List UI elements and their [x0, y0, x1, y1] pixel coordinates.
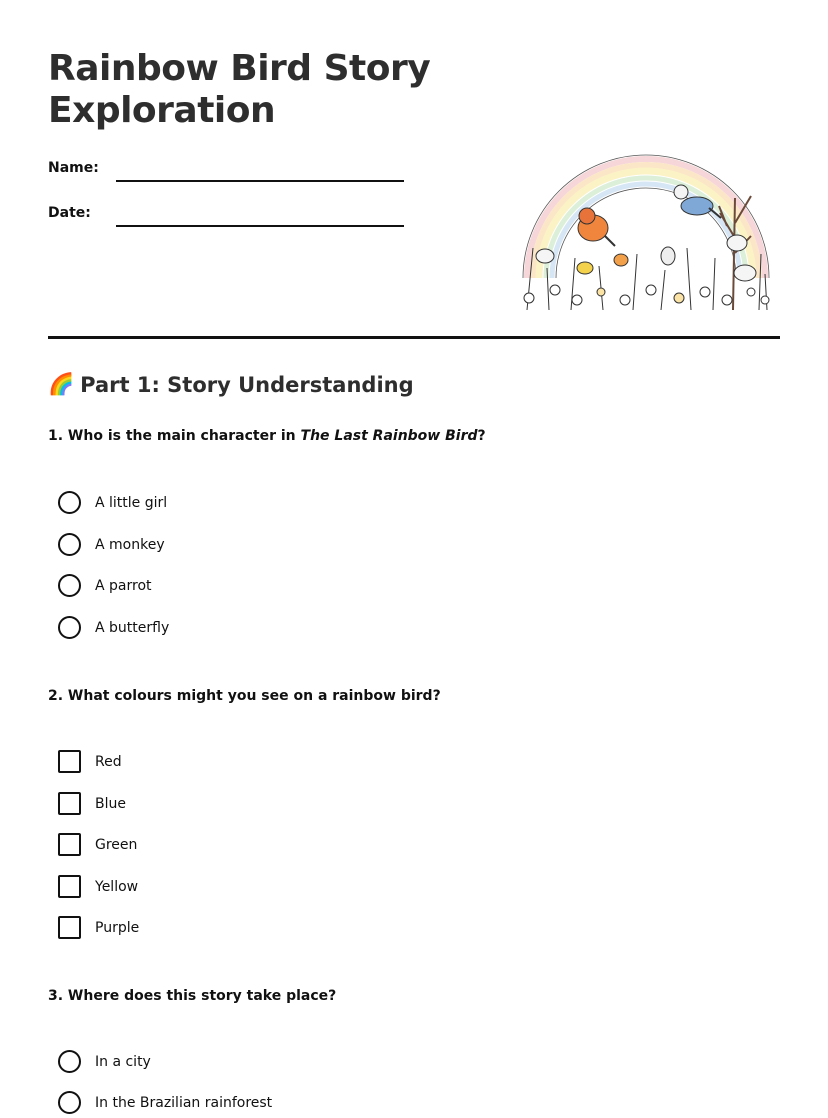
q1-option-3[interactable] [58, 574, 152, 597]
date-field [48, 205, 404, 221]
question-1-suffix: ? [477, 428, 486, 444]
radio-button[interactable] [58, 1050, 81, 1073]
question-1 [48, 428, 486, 444]
radio-button[interactable] [58, 491, 81, 514]
option-label: A parrot [95, 577, 152, 594]
q2-option-3[interactable] [58, 833, 137, 856]
checkbox[interactable] [58, 792, 81, 815]
book-title: The Last Rainbow Bird [300, 428, 478, 444]
radio-button[interactable] [58, 1091, 81, 1114]
option-label: Red [95, 753, 122, 770]
option-label: A little girl [95, 494, 168, 511]
name-field [48, 160, 404, 176]
part-1-heading-text: Part 1: Story Understanding [80, 372, 414, 397]
q1-option-1[interactable] [58, 491, 167, 514]
question-1-prefix: 1. Who is the main character in [48, 428, 301, 444]
option-label: A butterfly [95, 619, 170, 636]
radio-button[interactable] [58, 574, 81, 597]
date-input-line[interactable] [116, 225, 404, 227]
question-3: 3. Where does this story take place? [48, 988, 337, 1004]
part-1-heading [48, 372, 414, 397]
section-divider [48, 336, 780, 339]
rainbow-icon: 🌈 [48, 372, 75, 396]
question-2: 2. What colours might you see on a rainbow bird? [48, 688, 441, 704]
name-label: Name: [48, 160, 99, 176]
checkbox[interactable] [58, 875, 81, 898]
option-label: Blue [95, 795, 126, 812]
date-label: Date: [48, 205, 91, 221]
option-label: A monkey [95, 536, 165, 553]
q1-option-4[interactable] [58, 616, 169, 639]
checkbox[interactable] [58, 833, 81, 856]
q3-option-1[interactable] [58, 1050, 151, 1073]
name-input-line[interactable] [116, 180, 404, 182]
option-label: In the Brazilian rainforest [95, 1094, 273, 1111]
q2-option-5[interactable] [58, 916, 139, 939]
option-label: Green [95, 836, 138, 853]
rainbow-birds-illustration [515, 78, 777, 318]
q1-option-2[interactable] [58, 533, 165, 556]
option-label: Yellow [95, 878, 139, 895]
q3-option-2[interactable] [58, 1091, 272, 1114]
option-label: Purple [95, 919, 140, 936]
q2-option-4[interactable] [58, 875, 138, 898]
radio-button[interactable] [58, 533, 81, 556]
q2-option-1[interactable] [58, 750, 122, 773]
checkbox[interactable] [58, 750, 81, 773]
option-label: In a city [95, 1053, 151, 1070]
checkbox[interactable] [58, 916, 81, 939]
worksheet-title: Rainbow Bird Story Exploration [48, 48, 431, 131]
q2-option-2[interactable] [58, 792, 126, 815]
radio-button[interactable] [58, 616, 81, 639]
